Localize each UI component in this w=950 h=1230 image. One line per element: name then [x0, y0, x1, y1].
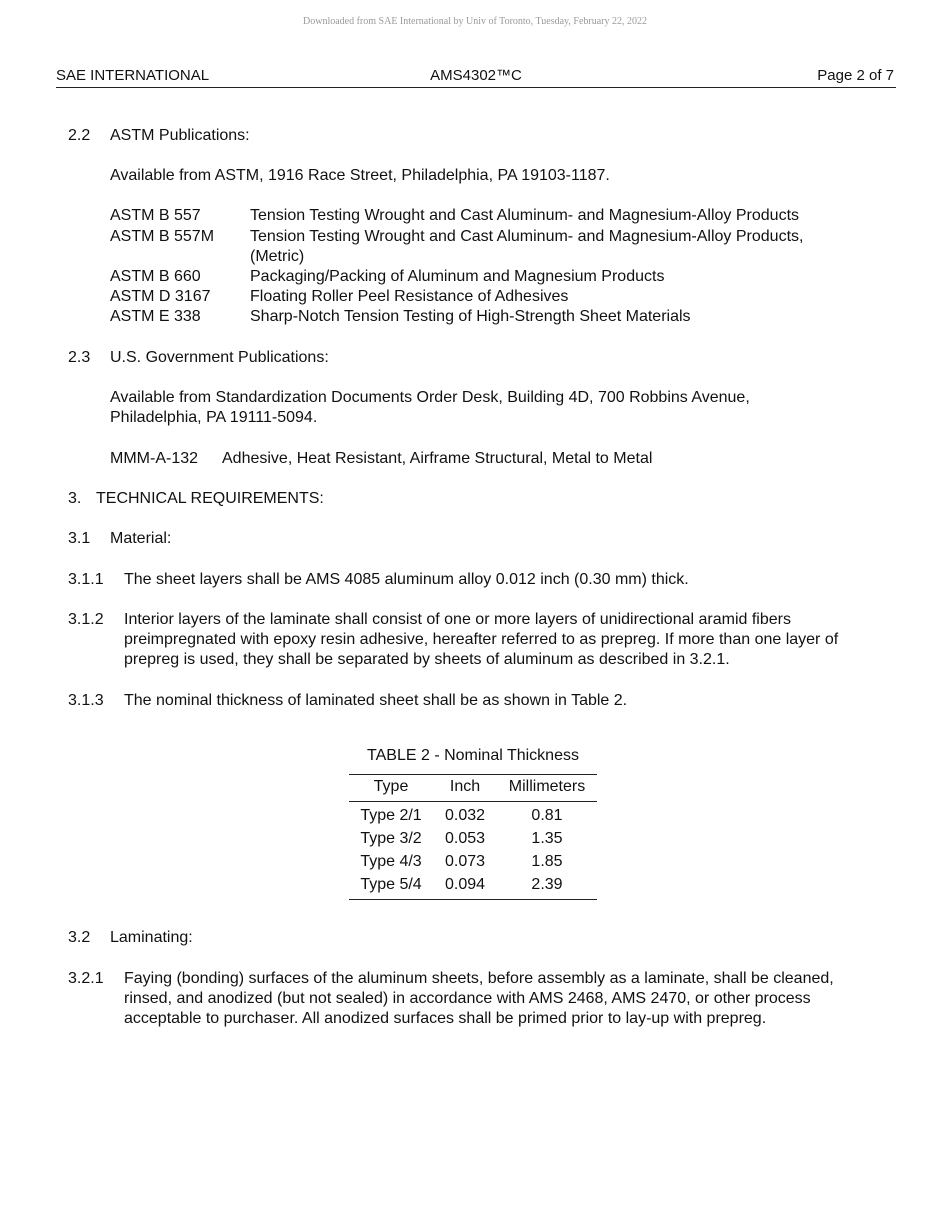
astm-code: ASTM D 3167	[110, 288, 211, 305]
header-organization: SAE INTERNATIONAL	[56, 67, 210, 84]
table-row	[349, 874, 597, 900]
column-header: Inch	[449, 778, 481, 795]
astm-title: Packaging/Packing of Aluminum and Magnesium Products	[250, 268, 665, 285]
table-cell: 2.39	[531, 876, 563, 893]
astm-title: Tension Testing Wrought and Cast Aluminum- and Magnesium-Alloy Products, (Metric)	[250, 228, 804, 265]
astm-code: ASTM B 660	[110, 268, 201, 285]
table-row	[349, 828, 597, 851]
table-cell: Type 5/4	[360, 876, 422, 893]
section-2-2-title: ASTM Publications:	[110, 127, 250, 144]
section-3-2-number: 3.2	[68, 929, 91, 946]
section-3-title: TECHNICAL REQUIREMENTS:	[96, 490, 324, 507]
section-3-1-3-text: The nominal thickness of laminated sheet shall be as shown in Table 2.	[124, 692, 628, 709]
section-3-1-2-text: Interior layers of the laminate shall consist of one or more layers of unidirectional aramid fibers preimpregnated with epoxy resin adhesive, hereafter referred to as prepreg. If more than one layer of prepreg is used, they shall be separated by sheets of aluminum as described in 3.2.1.	[124, 611, 839, 668]
header-document-number: AMS4302™C	[430, 67, 522, 84]
table-cell: 0.81	[531, 807, 563, 824]
astm-title: Sharp-Notch Tension Testing of High-Strength Sheet Materials	[250, 308, 691, 325]
table-cell: Type 4/3	[360, 853, 422, 870]
section-3-2-title: Laminating:	[110, 929, 193, 946]
column-header: Type	[373, 778, 409, 795]
section-3-number: 3.	[68, 490, 82, 507]
section-3-2-1-text: Faying (bonding) surfaces of the aluminum sheets, before assembly as a laminate, shall be cleaned, rinsed, and anodized (but not sealed) in accordance with AMS 2468, AMS 2470, or other process acceptable to purchaser. All anodized surfaces shall be primed prior to lay-up with prepreg.	[124, 970, 834, 1027]
section-3-1-1-number: 3.1.1	[68, 571, 104, 588]
section-2-3-title: U.S. Government Publications:	[110, 349, 329, 366]
table-header-row	[349, 775, 597, 802]
section-2-2-number: 2.2	[68, 127, 91, 144]
section-3-1-3-number: 3.1.3	[68, 692, 104, 709]
nominal-thickness-table	[349, 746, 597, 900]
mil-spec-title: Adhesive, Heat Resistant, Airframe Structural, Metal to Metal	[222, 450, 653, 467]
table-cell: 0.053	[444, 830, 486, 847]
astm-code: ASTM B 557	[110, 207, 201, 224]
section-3-1-number: 3.1	[68, 530, 91, 547]
section-3-1-2-number: 3.1.2	[68, 611, 104, 628]
astm-code: ASTM E 338	[110, 308, 201, 325]
section-2-3-number: 2.3	[68, 349, 91, 366]
section-2-3-availability: Available from Standardization Documents Order Desk, Building 4D, 700 Robbins Avenue, Philadelphia, PA 19111-5094.	[110, 389, 750, 426]
table-cell: Type 3/2	[360, 830, 422, 847]
table-cell: 0.032	[444, 807, 486, 824]
table-row	[349, 802, 597, 829]
section-3-1-1-text: The sheet layers shall be AMS 4085 aluminum alloy 0.012 inch (0.30 mm) thick.	[124, 571, 689, 588]
section-3-1-title: Material:	[110, 530, 172, 547]
download-watermark: Downloaded from SAE International by Univ of Toronto, Tuesday, February 22, 2022	[303, 16, 647, 27]
astm-title: Tension Testing Wrought and Cast Aluminum- and Magnesium-Alloy Products	[250, 207, 800, 224]
page-header	[56, 67, 896, 88]
astm-code: ASTM B 557M	[110, 228, 215, 245]
table-cell: 0.094	[444, 876, 486, 893]
header-page-number: Page 2 of 7	[817, 67, 894, 84]
table-caption: TABLE 2 - Nominal Thickness	[367, 747, 579, 764]
table-cell: 0.073	[444, 853, 486, 870]
table-row	[349, 851, 597, 874]
mil-spec-code: MMM-A-132	[110, 450, 199, 467]
table-cell: 1.85	[531, 853, 563, 870]
section-2-2-availability: Available from ASTM, 1916 Race Street, Philadelphia, PA 19103-1187.	[110, 167, 610, 184]
table-cell: 1.35	[531, 830, 563, 847]
column-header: Millimeters	[508, 778, 586, 795]
table-cell: Type 2/1	[360, 807, 422, 824]
section-3-2-1-number: 3.2.1	[68, 970, 104, 987]
astm-title: Floating Roller Peel Resistance of Adhesives	[250, 288, 569, 305]
